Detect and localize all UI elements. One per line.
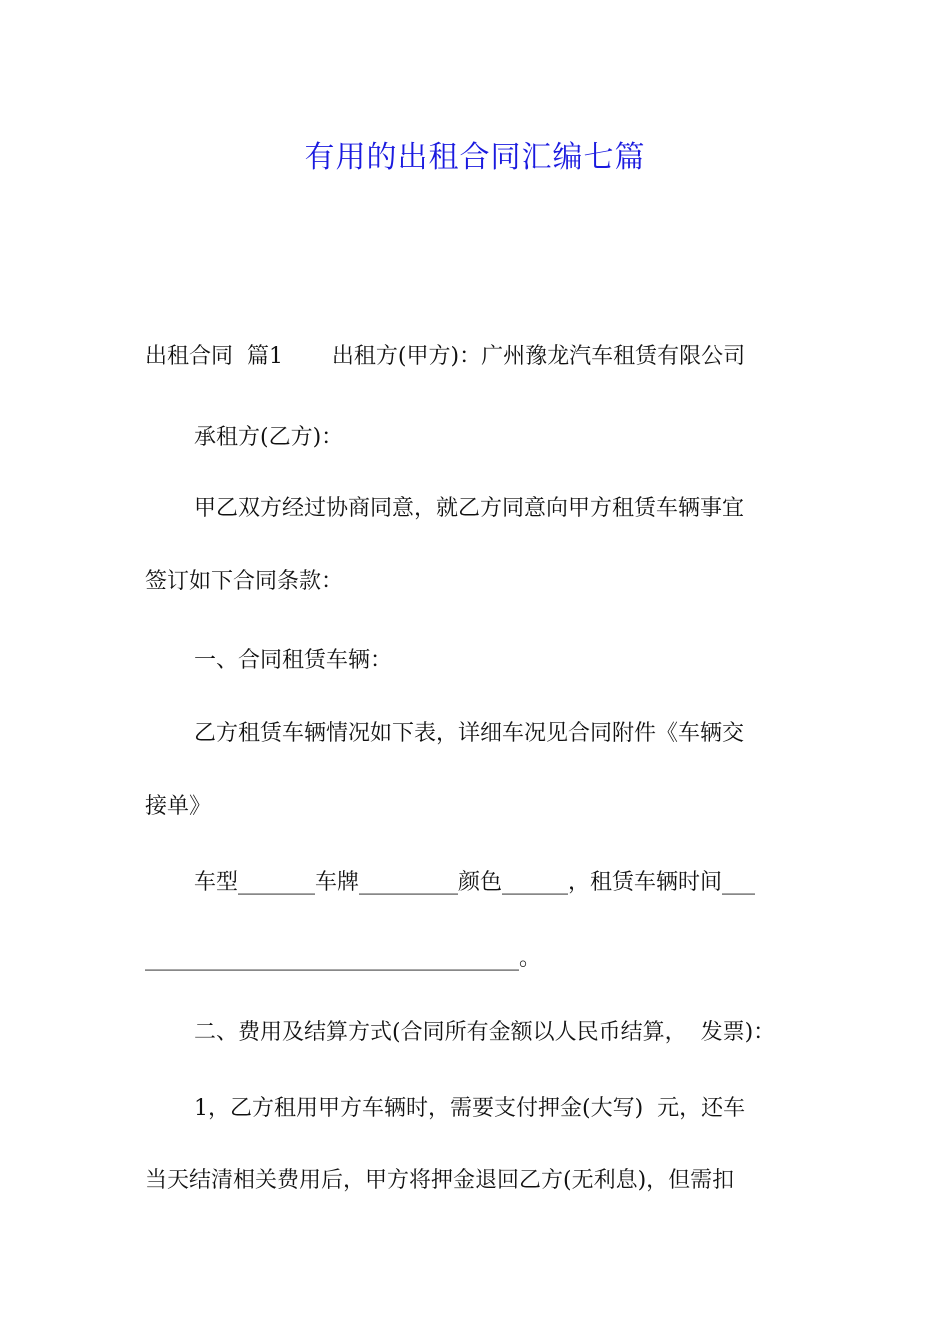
paragraph-line-vehicle-fields: 车型_______车牌_________颜色______，租赁车辆时间___ [194, 870, 756, 895]
paragraph-line-deposit-cont: 当天结清相关费用后，甲方将押金退回乙方(无利息)，但需扣 [145, 1168, 735, 1193]
paragraph-line-lessee: 承租方(乙方)： [194, 425, 344, 450]
paragraph-line-vehicle-info-cont: 接单》 [145, 794, 212, 819]
paragraph-line-vehicle-fields-cont: __________________________________。 [145, 946, 542, 971]
paragraph-line-agreement-cont: 签订如下合同条款： [145, 569, 344, 594]
paragraph-line-agreement: 甲乙双方经过协商同意，就乙方同意向甲方租赁车辆事宜 [194, 496, 745, 521]
paragraph-line-deposit: 1，乙方租用甲方车辆时，需要支付押金(大写) 元，还车 [194, 1096, 746, 1121]
section-heading-vehicle: 一、合同租赁车辆： [194, 648, 393, 673]
paragraph-line-lessor: 出租合同 篇1 出租方(甲方)：广州豫龙汽车租赁有限公司 [145, 344, 746, 369]
section-heading-fees: 二、费用及结算方式(合同所有金额以人民币结算， 发票)： [194, 1020, 776, 1045]
document-title: 有用的出租合同汇编七篇 [304, 140, 646, 175]
paragraph-line-vehicle-info: 乙方租赁车辆情况如下表，详细车况见合同附件《车辆交 [194, 721, 745, 746]
